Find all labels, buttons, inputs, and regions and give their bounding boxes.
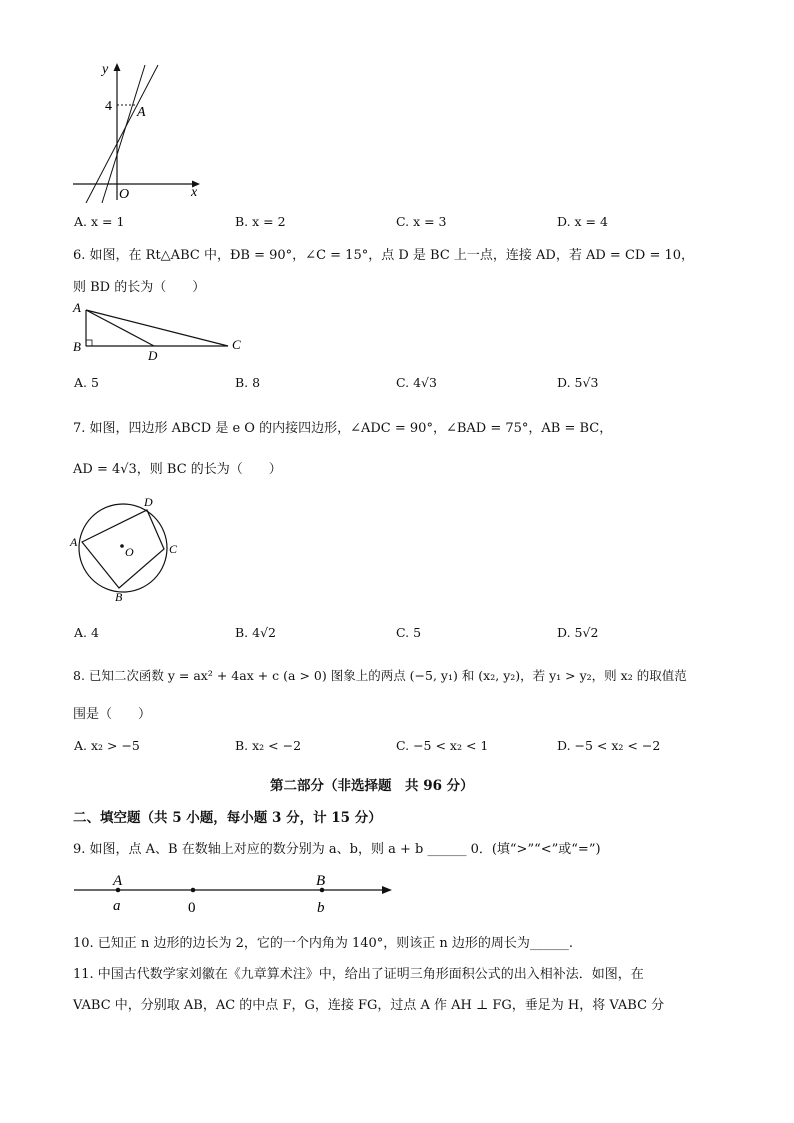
fig6-label-B: B xyxy=(73,339,81,354)
graph-line-2 xyxy=(102,65,145,203)
q6-option-b: B. 8 xyxy=(235,375,261,390)
fig7-label-O: O xyxy=(125,545,134,559)
q8-option-a: A. x₂ > −5 xyxy=(74,738,140,753)
q5-option-b: B. x = 2 xyxy=(235,214,286,229)
q6-figure xyxy=(66,298,256,360)
q5-option-d: D. x = 4 xyxy=(557,214,608,229)
axis-label-B: B xyxy=(316,873,326,889)
q5-option-c: C. x = 3 xyxy=(396,214,447,229)
q7-option-d: D. 5√2 xyxy=(557,625,599,640)
axis-label-a: a xyxy=(113,898,121,914)
q9-stem-line1: 9. 如图，点 A、B 在数轴上对应的数分别为 a、b，则 a + b ______ 0．(填“>”“<”或“=”) xyxy=(73,842,601,857)
q5-graph xyxy=(60,55,220,205)
q7-option-a: A. 4 xyxy=(74,625,99,640)
q8-stem-line1: 8. 已知二次函数 y = ax² + 4ax + c (a > 0) 图象上的两点 (−5, y₁) 和 (x₂, y₂)，若 y₁ > y₂，则 x₂ 的取值范 xyxy=(73,668,687,683)
q6-option-c: C. 4√3 xyxy=(396,375,437,390)
q7-stem-line2: AD = 4√3，则 BC 的长为（ ） xyxy=(73,462,282,477)
q8-option-d: D. −5 < x₂ < −2 xyxy=(557,738,661,753)
fig6-label-D: D xyxy=(148,348,158,360)
fig6-label-A: A xyxy=(73,300,81,315)
label-x: x xyxy=(191,185,198,200)
graph-line-1 xyxy=(86,65,158,203)
q11-stem-line2: VABC 中，分别取 AB，AC 的中点 F，G，连接 FG，过点 A 作 AH ⊥ FG，垂足为 H，将 VABC 分 xyxy=(73,998,665,1013)
axis-label-b: b xyxy=(317,900,325,916)
q7-option-c: C. 5 xyxy=(396,625,422,640)
q10-stem-line1: 10. 已知正 n 边形的边长为 2，它的一个内角为 140°，则该正 n 边形的周长为______. xyxy=(73,936,574,951)
q6-stem-line2: 则 BD 的长为（ ） xyxy=(73,280,206,295)
section2-title: 二、填空题（共 5 小题，每小题 3 分，计 15 分） xyxy=(73,810,382,826)
q8-option-c: C. −5 < x₂ < 1 xyxy=(396,738,489,753)
q8-stem-line2: 围是（ ） xyxy=(73,707,152,722)
fig7-label-D: D xyxy=(144,495,153,509)
q5-option-a: A. x = 1 xyxy=(74,214,125,229)
fig7-label-B: B xyxy=(115,590,123,604)
axis-label-zero: 0 xyxy=(188,900,196,916)
q7-stem-line1: 7. 如图，四边形 ABCD 是 e O 的内接四边形，∠ADC = 90°，∠BAD = 75°，AB = BC， xyxy=(73,421,613,436)
q6-option-d: D. 5√3 xyxy=(557,375,599,390)
fig6-label-C: C xyxy=(232,337,241,352)
label-4: 4 xyxy=(105,99,112,114)
label-y: y xyxy=(102,62,109,77)
axis-label-A: A xyxy=(113,873,123,889)
q7-option-b: B. 4√2 xyxy=(235,625,277,640)
label-A: A xyxy=(137,105,146,120)
fig7-label-A: A xyxy=(70,535,78,549)
q9-number-line xyxy=(66,868,406,918)
part2-title: 第二部分（非选择题 共 96 分） xyxy=(270,778,474,794)
q8-option-b: B. x₂ < −2 xyxy=(235,738,302,753)
fig7-label-C: C xyxy=(169,542,178,556)
q7-figure xyxy=(64,494,194,606)
y-axis-arrow xyxy=(114,63,121,71)
label-O: O xyxy=(119,187,130,202)
q6-option-a: A. 5 xyxy=(74,375,99,390)
q11-stem-line1: 11. 中国古代数学家刘徽在《九章算术注》中，给出了证明三角形面积公式的出入相补法．如图，在 xyxy=(73,967,644,982)
q6-stem-line1: 6. 如图，在 Rt△ABC 中，ÐB = 90°，∠C = 15°，点 D 是 BC 上一点，连接 AD，若 AD = CD = 10， xyxy=(73,248,695,263)
